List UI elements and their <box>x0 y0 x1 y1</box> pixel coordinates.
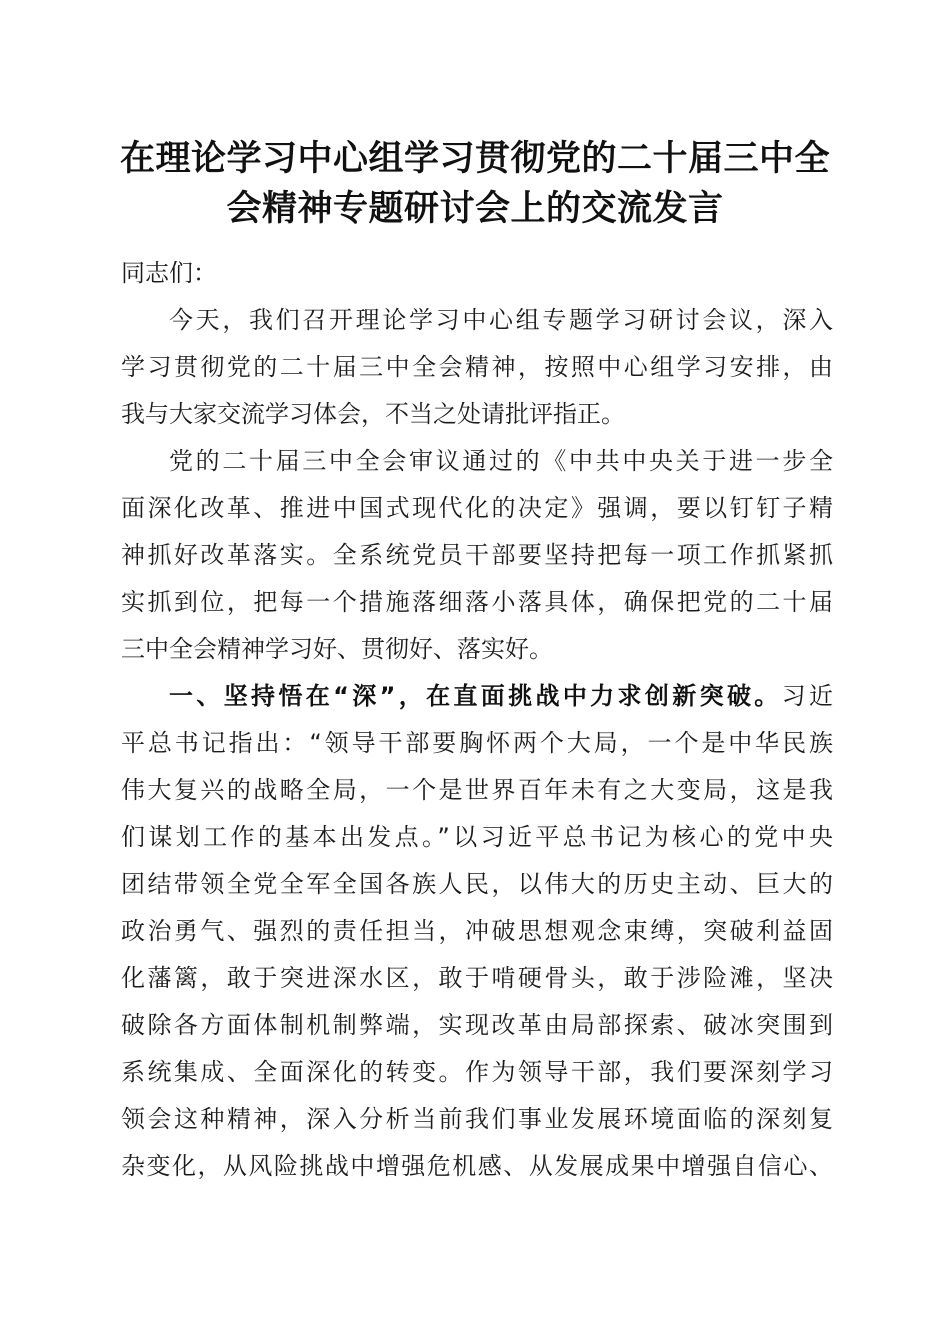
salutation: 同志们： <box>121 259 217 287</box>
paragraph-line: 们谋划工作的基本出发点。”以习近平总书记为核心的党中央 <box>121 823 833 851</box>
title-line: 在理论学习中心组学习贯彻党的二十届三中全 <box>119 138 830 179</box>
paragraph-line: 神抓好改革落实。全系统党员干部要坚持把每一项工作抓紧抓 <box>121 541 833 569</box>
document-body <box>121 250 833 1190</box>
paragraph-line: 伟大复兴的战略全局，一个是世界百年未有之大变局，这是我 <box>121 776 833 804</box>
paragraph-line: 学习贯彻党的二十届三中全会精神，按照中心组学习安排，由 <box>121 353 833 381</box>
paragraph-line: 破除各方面体制机制弊端，实现改革由局部探索、破冰突围到 <box>121 1011 833 1039</box>
paragraph-line: 团结带领全党全军全国各族人民，以伟大的历史主动、巨大的 <box>121 870 833 898</box>
paragraph-line: 平总书记指出：“领导干部要胸怀两个大局，一个是中华民族 <box>121 729 833 757</box>
section-heading-line <box>121 673 833 720</box>
paragraph-line: 三中全会精神学习好、贯彻好、落实好。 <box>121 635 553 663</box>
section-heading: 一、坚持悟在“深”，在直面挑战中力求创新突破。 <box>169 682 782 710</box>
paragraph-line: 我与大家交流学习体会，不当之处请批评指正。 <box>121 400 625 428</box>
paragraph-line: 实抓到位，把每一个措施落细落小落具体，确保把党的二十届 <box>121 588 833 616</box>
paragraph-line: 系统集成、全面深化的转变。作为领导干部，我们要深刻学习 <box>121 1058 833 1086</box>
paragraph-line: 面深化改革、推进中国式现代化的决定》强调，要以钉钉子精 <box>121 494 833 522</box>
paragraph-line: 党的二十届三中全会审议通过的《中共中央关于进一步全 <box>169 447 833 475</box>
title-line: 会精神专题研讨会上的交流发言 <box>226 188 724 229</box>
paragraph-line: 化藩篱，敢于突进深水区，敢于啃硬骨头，敢于涉险滩，坚决 <box>121 964 833 992</box>
paragraph-line: 领会这种精神，深入分析当前我们事业发展环境面临的深刻复 <box>121 1105 833 1133</box>
section-heading-tail: 习近 <box>781 682 834 710</box>
paragraph-line: 政治勇气、强烈的责任担当，冲破思想观念束缚，突破利益固 <box>121 917 833 945</box>
document-title <box>100 134 850 234</box>
paragraph-line: 今天，我们召开理论学习中心组专题学习研讨会议，深入 <box>169 306 833 334</box>
paragraph-line: 杂变化，从风险挑战中增强危机感、从发展成果中增强自信心、 <box>121 1152 833 1180</box>
